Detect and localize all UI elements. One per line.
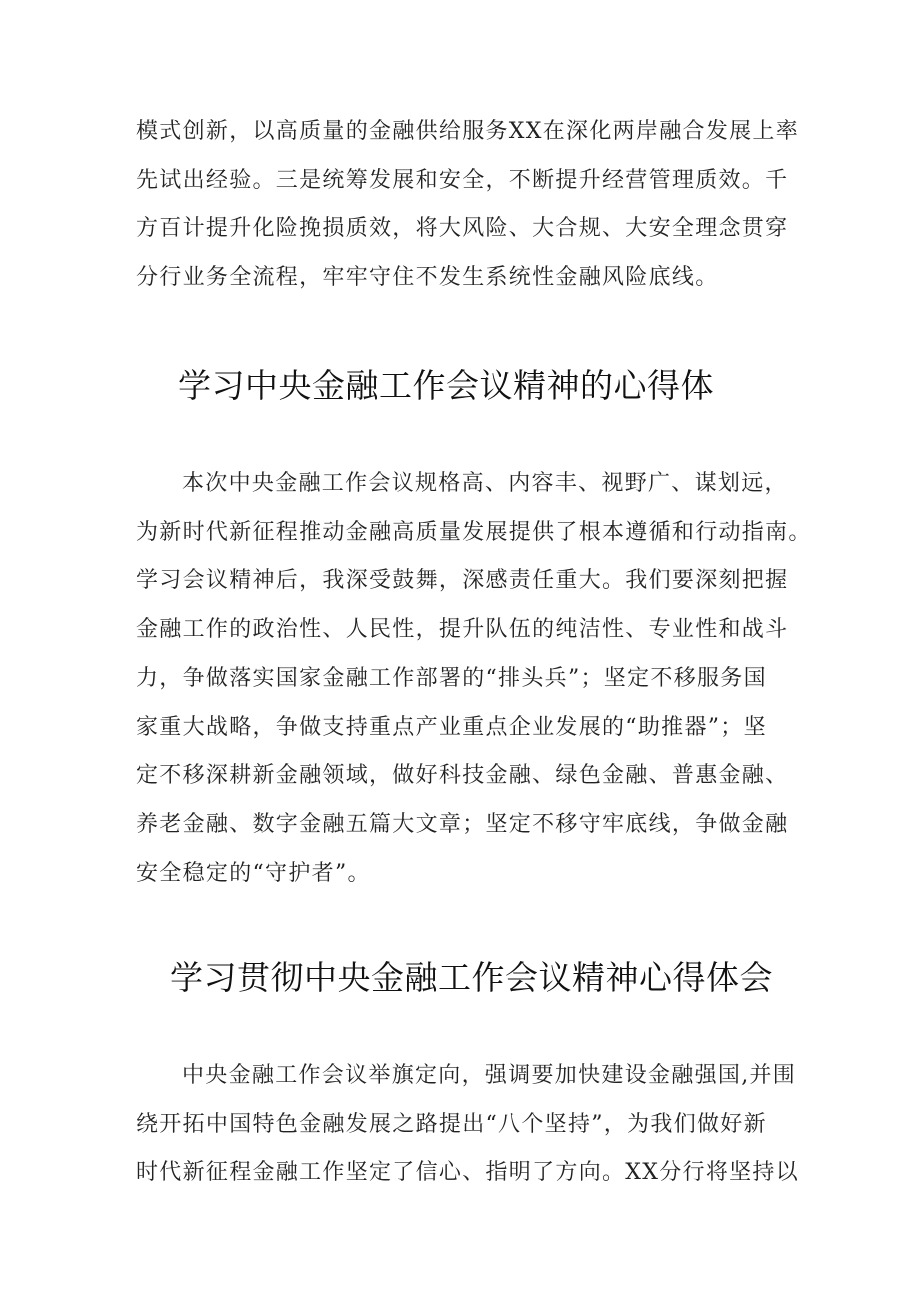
section2-title: 学习贯彻中央金融工作会议精神心得体会: [170, 958, 773, 997]
paragraph-line: 模式创新，以高质量的金融供给服务XX在深化两岸融合发展上率: [136, 119, 800, 144]
paragraph-line: 中央金融工作会议举旗定向，强调要加快建设金融强国,并围: [182, 1063, 797, 1088]
paragraph-line: 金融工作的政治性、人民性，提升队伍的纯洁性、专业性和战斗: [136, 617, 789, 643]
paragraph-line: 安全稳定的“守护者”。: [136, 860, 371, 886]
paragraph-line: 时代新征程金融工作坚定了信心、指明了方向。XX分行将坚持以: [136, 1160, 800, 1186]
paragraph-line: 本次中央金融工作会议规格高、内容丰、视野广、谋划远，: [182, 471, 788, 496]
paragraph-line: 方百计提升化险挽损质效，将大风险、大合规、大安全理念贯穿: [136, 216, 789, 242]
paragraph-line: 学习会议精神后，我深受鼓舞，深感责任重大。我们要深刻把握: [136, 568, 789, 594]
paragraph-line: 为新时代新征程推动金融高质量发展提供了根本遵循和行动指南。: [136, 519, 812, 545]
section1-title: 学习中央金融工作会议精神的心得体: [178, 366, 714, 405]
paragraph-line: 绕开拓中国特色金融发展之路提出“八个坚持”，为我们做好新: [136, 1111, 767, 1137]
paragraph-line: 家重大战略，争做支持重点产业重点企业发展的“助推器”；坚: [136, 714, 767, 740]
section1-paragraph: [136, 460, 812, 898]
paragraph-line: 力，争做落实国家金融工作部署的“排头兵”；坚定不移服务国: [136, 665, 767, 691]
paragraph-line: 分行业务全流程，牢牢守住不发生系统性金融风险底线。: [136, 265, 719, 291]
paragraph-line: 先试出经验。三是统筹发展和安全，不断提升经营管理质效。千: [136, 167, 789, 193]
paragraph-line: 养老金融、数字金融五篇大文章；坚定不移守牢底线，争做金融: [136, 811, 789, 837]
continued-paragraph: [136, 108, 800, 303]
paragraph-line: 定不移深耕新金融领域，做好科技金融、绿色金融、普惠金融、: [136, 763, 789, 789]
section2-paragraph: [136, 1052, 800, 1198]
